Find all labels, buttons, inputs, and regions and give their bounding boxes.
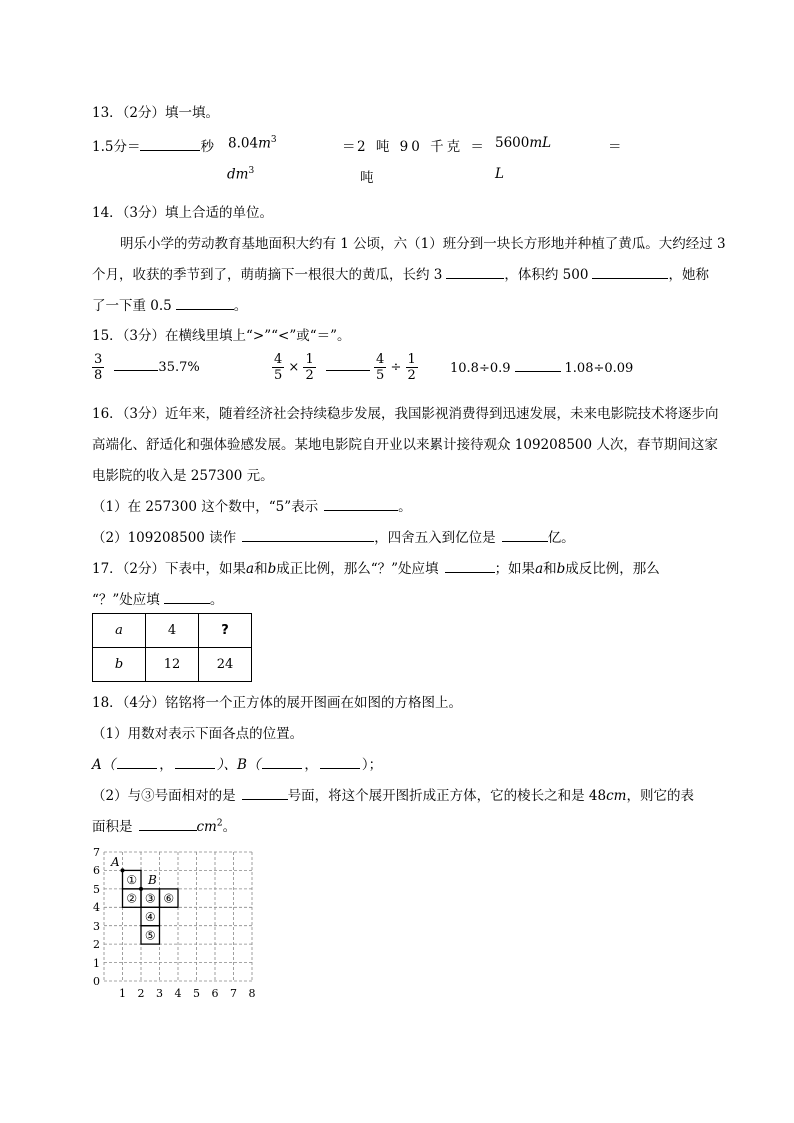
table-cell: a bbox=[93, 614, 146, 648]
q15-frac-4-5-a bbox=[272, 352, 284, 383]
q18-coords-a: A（ bbox=[92, 757, 116, 773]
q17-line2 bbox=[92, 588, 223, 608]
x-tick-label: 5 bbox=[193, 987, 200, 1000]
q17-blank-2[interactable] bbox=[164, 591, 210, 604]
q13-item1-pre: 1.5分＝ bbox=[92, 139, 141, 155]
q13-item4 bbox=[495, 135, 551, 151]
q18-comma-1: ， bbox=[159, 757, 173, 773]
q17-blank-1[interactable] bbox=[445, 560, 495, 573]
q18-sub1: （1）用数对表示下面各点的位置。 bbox=[92, 726, 304, 742]
q17-and-2: 和 bbox=[543, 561, 557, 577]
q15-f2-den: 5 bbox=[274, 368, 283, 383]
q17-table-wrap bbox=[92, 613, 252, 682]
q13-item4-unit: mL bbox=[529, 135, 552, 151]
q15-frac-1-2-a bbox=[303, 352, 315, 383]
q17-line1-b: 成正比例，那么“？”处应填 bbox=[276, 561, 439, 577]
q13-item2-unit: m bbox=[258, 135, 271, 152]
y-axis-labels bbox=[93, 846, 100, 988]
q17-var-b-1: b bbox=[267, 561, 277, 577]
q15-f1-num: 3 bbox=[94, 352, 103, 367]
x-axis-labels bbox=[119, 987, 256, 1000]
q16-sub2-c: 亿。 bbox=[547, 530, 575, 546]
q18-title: 18．（4分）铭铭将一个正方体的展开图画在如图的方格图上。 bbox=[92, 695, 463, 711]
q17-var-a-1: a bbox=[246, 561, 255, 577]
q14-blank-2[interactable] bbox=[592, 266, 668, 279]
q17-line2-a: “？”处应填 bbox=[92, 592, 160, 608]
q16-sub2-a: （2）109208500 读作 bbox=[92, 530, 237, 546]
q18-grid-figure bbox=[86, 842, 276, 1002]
q13-item2-eq: ＝ bbox=[342, 139, 356, 155]
x-tick-label: 2 bbox=[137, 987, 145, 1000]
face-label: ① bbox=[126, 873, 138, 887]
q15-frac-1-2-b bbox=[406, 352, 418, 383]
y-tick-label: 3 bbox=[93, 920, 100, 933]
q13-item2-unit2 bbox=[227, 166, 254, 183]
q16-sub2-b: ，四舍五入到亿位是 bbox=[374, 530, 496, 546]
q17-var-b-2: b bbox=[556, 561, 566, 577]
q18-blank-area[interactable] bbox=[139, 818, 197, 831]
x-tick-label: 3 bbox=[156, 987, 163, 1000]
q18-sub2-c: ，则它的表 bbox=[626, 788, 694, 804]
table-cell: b bbox=[93, 648, 146, 682]
q13-unit-dm-sup: 3 bbox=[248, 166, 255, 176]
q16-sub1-a: （1）在 257300 这个数中，“5”表示 bbox=[92, 499, 319, 515]
q15-f4-den: 5 bbox=[376, 368, 385, 383]
grid-lines bbox=[104, 852, 252, 981]
q14-blank-3[interactable] bbox=[176, 297, 234, 310]
q16-sub2 bbox=[92, 526, 575, 546]
q15-blank-1[interactable] bbox=[114, 358, 158, 371]
q18-sub2-b: 号面，将这个展开图折成正方体，它的棱长之和是 48 bbox=[287, 788, 607, 804]
q18-line3-sup: 2 bbox=[216, 818, 223, 829]
q17-var-a-2: a bbox=[535, 561, 544, 577]
q13-item4-eq: ＝ bbox=[608, 139, 622, 155]
q16-blank-2[interactable] bbox=[242, 529, 374, 542]
q16-line2: 高端化、舒适化和强体验感发展。某地电影院自开业以来累计接待观众 109208500 人次，春节期间这家 bbox=[92, 437, 718, 453]
table-row bbox=[93, 614, 252, 648]
q13-item2-sup: 3 bbox=[270, 135, 277, 145]
q16-blank-3[interactable] bbox=[502, 529, 548, 542]
x-tick-label: 8 bbox=[248, 987, 256, 1000]
q18-sub2-a: （2）与③号面相对的是 bbox=[92, 788, 236, 804]
q13-item2-value: 8.04 bbox=[228, 135, 259, 152]
face-label: ③ bbox=[144, 891, 156, 906]
table-cell: 12 bbox=[146, 648, 199, 682]
q13-blank-1[interactable] bbox=[140, 138, 200, 151]
q15-item3-rhs: 1.08÷0.09 bbox=[564, 361, 634, 376]
y-tick-label: 7 bbox=[93, 846, 100, 859]
q14-line3-b: 。 bbox=[233, 298, 248, 314]
q18-coords-b: ）、B（ bbox=[216, 757, 261, 773]
q16-title: 16．（3分）近年来，随着经济社会持续稳步发展，我国影视消费得到迅速发展，未来电影院技术将逐步向 bbox=[92, 406, 719, 422]
face-label: ⑤ bbox=[144, 928, 156, 943]
q15-f1-den: 8 bbox=[94, 368, 103, 383]
q13-item3-unit: 吨 bbox=[360, 170, 374, 186]
q18-coords-end: ）； bbox=[361, 757, 383, 773]
q18-line3-end: 。 bbox=[222, 819, 237, 835]
q15-item2 bbox=[272, 352, 418, 383]
q18-blank-bx[interactable] bbox=[262, 756, 302, 769]
point-b-label: B bbox=[148, 873, 157, 887]
q17-line1-a: 17．（2分）下表中，如果 bbox=[92, 561, 247, 577]
q18-sub2 bbox=[92, 784, 694, 804]
q15-item3-lhs: 10.8÷0.9 bbox=[450, 361, 511, 376]
q14-line3 bbox=[92, 294, 247, 314]
point-a-dot bbox=[121, 868, 125, 872]
table-cell: 4 bbox=[146, 614, 199, 648]
q14-line2-b: ，体积约 500 bbox=[504, 267, 589, 283]
q18-blank-ay[interactable] bbox=[175, 756, 215, 769]
q15-frac-3-8 bbox=[92, 352, 104, 383]
q17-line2-b: 。 bbox=[209, 592, 224, 608]
q15-f4-num: 4 bbox=[376, 352, 385, 367]
q17-line1 bbox=[92, 557, 660, 577]
q17-and-1: 和 bbox=[254, 561, 268, 577]
q14-blank-1[interactable] bbox=[446, 266, 504, 279]
q14-line2-c: ，她称 bbox=[668, 267, 709, 283]
q17-table bbox=[92, 613, 252, 682]
x-tick-label: 4 bbox=[174, 987, 182, 1000]
face-label: ⑥ bbox=[163, 891, 175, 906]
q14-title: 14．（3分）填上合适的单位。 bbox=[92, 205, 274, 221]
q13-item4-value: 5600 bbox=[495, 135, 530, 151]
q15-f3-num: 1 bbox=[305, 352, 314, 367]
q16-sub1-b: 。 bbox=[398, 499, 412, 515]
q18-blank-face[interactable] bbox=[242, 787, 288, 800]
face-label: ④ bbox=[144, 910, 156, 924]
x-tick-label: 1 bbox=[119, 987, 126, 1000]
q16-sub1 bbox=[92, 495, 412, 515]
q15-f5-num: 1 bbox=[407, 352, 416, 367]
q14-line2 bbox=[92, 263, 709, 283]
q18-comma-2: ， bbox=[304, 757, 318, 773]
q18-line3-unit: cm bbox=[196, 819, 217, 835]
y-tick-label: 0 bbox=[93, 975, 100, 988]
q13-item1-post: 秒 bbox=[200, 139, 214, 155]
q15-frac-4-5-b bbox=[374, 352, 386, 383]
q17-line1-c: ；如果 bbox=[494, 561, 536, 577]
q13-item3: 2 吨 90 千克 ＝ bbox=[357, 139, 487, 155]
q13-unit-dm: dm bbox=[227, 166, 249, 183]
x-tick-label: 7 bbox=[230, 987, 237, 1000]
q16-line3: 电影院的收入是 257300 元。 bbox=[92, 468, 274, 484]
q18-coords bbox=[92, 753, 382, 773]
y-tick-label: 2 bbox=[93, 938, 100, 951]
q18-blank-ax[interactable] bbox=[117, 756, 157, 769]
table-cell: ? bbox=[199, 614, 252, 648]
q14-line2-a: 个月，收获的季节到了，萌萌摘下一根很大的黄瓜，长约 3 bbox=[92, 267, 443, 283]
y-tick-label: 6 bbox=[93, 864, 100, 877]
q15-f5-den: 2 bbox=[407, 368, 416, 383]
table-cell: 24 bbox=[199, 648, 252, 682]
q14-line1: 明乐小学的劳动教育基地面积大约有 1 公顷，六（1）班分到一块长方形地并种植了黄瓜。大约经过 3 bbox=[120, 236, 726, 252]
q13-item1 bbox=[92, 135, 214, 155]
q15-blank-3[interactable] bbox=[515, 359, 561, 372]
q18-line3 bbox=[92, 815, 236, 835]
q15-divide: ÷ bbox=[390, 360, 402, 375]
q13-title: 13．（2分）填一填。 bbox=[92, 105, 220, 121]
face-label: ② bbox=[126, 891, 138, 906]
q15-f2-num: 4 bbox=[274, 352, 283, 367]
y-tick-label: 5 bbox=[93, 883, 100, 896]
q13-item2 bbox=[228, 135, 277, 152]
y-tick-label: 1 bbox=[93, 957, 100, 970]
q18-line3-a: 面积是 bbox=[92, 819, 133, 835]
table-row bbox=[93, 648, 252, 682]
point-a-label: A bbox=[111, 855, 120, 869]
q18-sub2-unit: cm bbox=[606, 788, 627, 804]
q13-item4-unit2: L bbox=[495, 166, 504, 182]
q18-blank-by[interactable] bbox=[320, 756, 360, 769]
y-tick-label: 4 bbox=[93, 901, 100, 914]
q15-item3 bbox=[450, 359, 633, 376]
q15-times: × bbox=[288, 360, 300, 375]
q16-blank-1[interactable] bbox=[324, 498, 398, 511]
q15-title: 15．（3分）在横线里填上“>”“<”或“＝”。 bbox=[92, 328, 351, 344]
q15-blank-2[interactable] bbox=[326, 358, 370, 371]
q17-line1-d: 成反比例，那么 bbox=[565, 561, 660, 577]
q15-item1 bbox=[92, 352, 200, 383]
q14-line3-a: 了一下重 0.5 bbox=[92, 298, 172, 314]
point-b-dot bbox=[139, 887, 143, 891]
x-tick-label: 6 bbox=[211, 987, 219, 1000]
q15-f3-den: 2 bbox=[305, 368, 314, 383]
q15-item1-rhs: 35.7% bbox=[158, 360, 200, 375]
